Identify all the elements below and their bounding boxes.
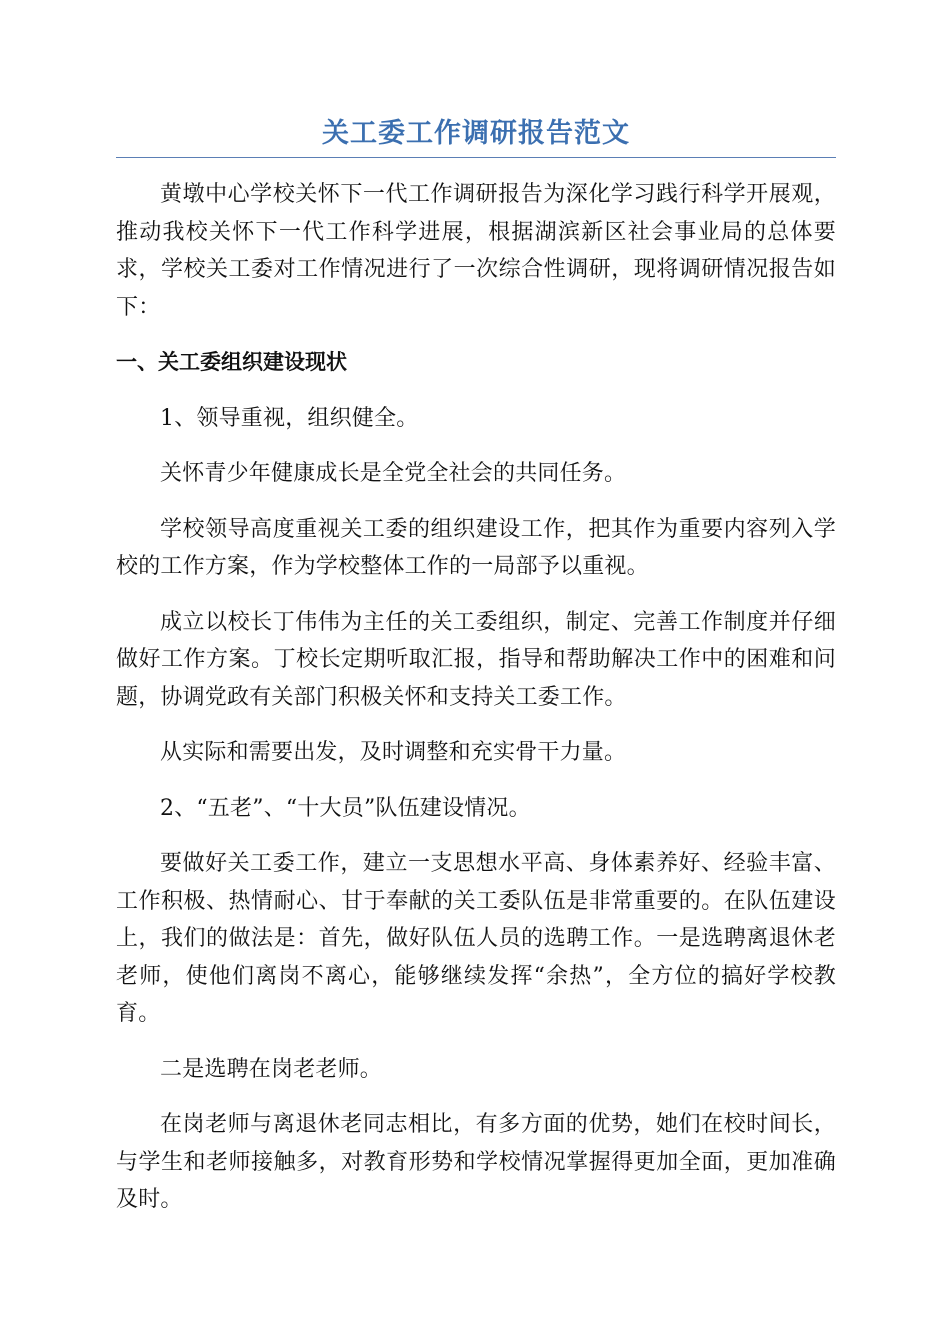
body-paragraph: 成立以校长丁伟伟为主任的关工委组织，制定、完善工作制度并仔细做好工作方案。丁校长定期听取汇报，指导和帮助解决工作中的困难和问题，协调党政有关部门积极关怀和支持关工委工作。 (116, 609, 836, 710)
body-paragraph: 在岗老师与离退休老同志相比，有多方面的优势，她们在校时间长，与学生和老师接触多，对教育形势和学校情况掌握得更加全面，更加准确及时。 (116, 1112, 836, 1212)
subsection-item: 1、领导重视，组织健全。 (160, 405, 419, 431)
document-title: 关工委工作调研报告范文 (322, 118, 630, 149)
section-heading: 一、关工委组织建设现状 (116, 350, 347, 374)
intro-paragraph: 黄墩中心学校关怀下一代工作调研报告为深化学习践行科学开展观，推动我校关怀下一代工作科学进展，根据湖滨新区社会事业局的总体要求，学校关工委对工作情况进行了一次综合性调研，现将调研情况报告如下： (116, 182, 836, 320)
body-paragraph: 二是选聘在岗老老师。 (160, 1056, 383, 1082)
document-page (116, 112, 836, 1237)
body-paragraph: 关怀青少年健康成长是全党全社会的共同任务。 (160, 461, 627, 486)
body-paragraph: 要做好关工委工作，建立一支思想水平高、身体素养好、经验丰富、工作积极、热情耐心、甘于奉献的关工委队伍是非常重要的。在队伍建设上，我们的做法是：首先，做好队伍人员的选聘工作。一是选聘离退休老老师，使他们离岗不离心，能够继续发挥“余热”，全方位的搞好学校教育。 (116, 851, 836, 1026)
subsection-item: 2、“五老”、“十大员”队伍建设情况。 (160, 795, 531, 821)
body-paragraph: 从实际和需要出发，及时调整和充实骨干力量。 (160, 740, 627, 765)
title-underline (116, 157, 836, 158)
body-paragraph: 学校领导高度重视关工委的组织建设工作，把其作为重要内容列入学校的工作方案，作为学校整体工作的一局部予以重视。 (116, 516, 836, 579)
